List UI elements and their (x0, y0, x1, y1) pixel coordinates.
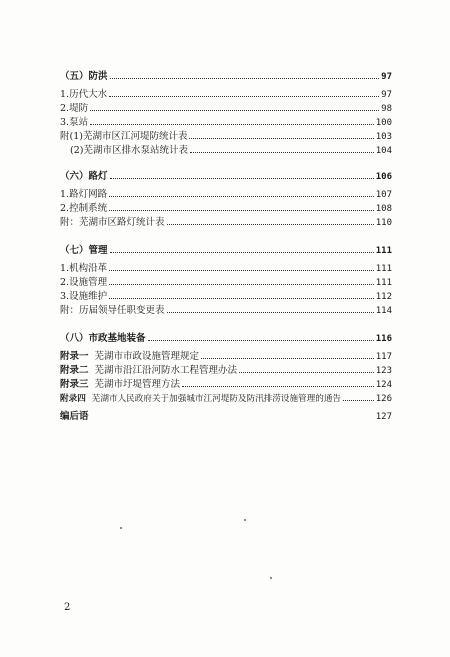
toc-page-number: 110 (375, 218, 392, 228)
toc-entry[interactable] (60, 144, 392, 158)
toc-page-number: 104 (375, 146, 392, 156)
toc-entry-label: 芜湖市圩堤管理方法 (94, 379, 181, 390)
toc-entry[interactable] (60, 290, 392, 304)
toc-entry-label: 附(1)芜湖市区江河堤防统计表 (60, 131, 188, 142)
scan-speck (120, 527, 122, 529)
toc-postscript[interactable] (60, 410, 392, 424)
toc-page-number: 124 (375, 380, 392, 390)
leader-dots (343, 400, 374, 401)
toc-entry-label: 附：历届领导任职变更表 (60, 305, 165, 316)
table-of-contents (60, 70, 392, 424)
postscript-label: 编后语 (60, 411, 89, 422)
toc-page-number: 111 (375, 278, 392, 288)
toc-page-number: 111 (375, 264, 392, 274)
toc-page-number: 127 (375, 412, 392, 422)
toc-entry-label: 附：芜湖市区路灯统计表 (60, 217, 165, 228)
toc-entry[interactable] (60, 304, 392, 318)
toc-entry-label: 3.泵站 (60, 117, 89, 128)
page-number: 2 (64, 602, 71, 613)
toc-entry-label: 2.控制系统 (60, 203, 108, 214)
toc-page-number: 112 (375, 292, 392, 302)
toc-entry-label: 2.设施管理 (60, 277, 108, 288)
leader-dots (109, 298, 374, 299)
toc-entry[interactable] (60, 88, 392, 102)
leader-dots (90, 124, 374, 125)
leader-dots (109, 210, 374, 211)
toc-heading-label: （七）管理 (60, 245, 108, 256)
leader-dots (148, 340, 374, 341)
toc-page-number: 97 (381, 72, 392, 82)
toc-appendix-entry[interactable] (60, 392, 392, 406)
leader-dots (90, 110, 379, 111)
leader-dots (190, 152, 374, 153)
leader-dots (239, 372, 374, 373)
scan-speck (270, 577, 272, 579)
toc-page-number: 98 (381, 104, 392, 114)
leader-dots (182, 386, 374, 387)
leader-dots (109, 284, 374, 285)
appendix-prefix: 附录四 (60, 394, 86, 404)
leader-dots (109, 196, 374, 197)
toc-entry[interactable] (60, 116, 392, 130)
toc-page-number: 97 (381, 90, 392, 100)
toc-heading-street-lights[interactable] (60, 170, 392, 184)
toc-heading-municipal-base-equipment[interactable] (60, 332, 392, 346)
scan-speck (244, 519, 246, 521)
toc-entry[interactable] (60, 188, 392, 202)
appendix-prefix: 附录三 (60, 379, 89, 390)
leader-dots (109, 96, 379, 97)
leader-dots (110, 252, 374, 253)
toc-entry-label: 1.机构沿革 (60, 263, 108, 274)
toc-page-number: 126 (375, 394, 392, 404)
toc-page-number: 123 (375, 366, 392, 376)
appendix-prefix: 附录一 (60, 351, 89, 362)
toc-page-number: 106 (375, 172, 392, 182)
toc-heading-label: （六）路灯 (60, 171, 108, 182)
toc-heading-label: （五）防洪 (60, 71, 108, 82)
leader-dots (167, 312, 374, 313)
toc-page-number: 111 (375, 246, 392, 256)
leader-dots (109, 270, 374, 271)
toc-page-number: 117 (375, 352, 392, 362)
toc-entry-label: 2.堤防 (60, 103, 89, 114)
toc-page-number: 116 (375, 334, 392, 344)
toc-heading-label: （八）市政基地装备 (60, 333, 146, 344)
leader-dots (167, 224, 374, 225)
toc-entry[interactable] (60, 202, 392, 216)
toc-entry-label: 1.历代大水 (60, 89, 108, 100)
leader-dots (110, 78, 380, 79)
toc-entry[interactable] (60, 276, 392, 290)
leader-dots (189, 138, 373, 139)
toc-entry[interactable] (60, 102, 392, 116)
leader-dots (201, 358, 374, 359)
toc-page-number: 107 (375, 190, 392, 200)
toc-entry[interactable] (60, 262, 392, 276)
appendix-prefix: 附录二 (60, 365, 89, 376)
toc-page-number: 103 (375, 132, 392, 142)
toc-entry-label: 芜湖市沿江沿河防水工程管理办法 (94, 365, 238, 376)
toc-heading-flood-control[interactable] (60, 70, 392, 84)
toc-page-number: 114 (375, 306, 392, 316)
toc-entry-label: (2)芜湖市区排水泵站统计表 (70, 145, 188, 156)
toc-appendix-entry[interactable] (60, 378, 392, 392)
toc-appendix-entry[interactable] (60, 364, 392, 378)
toc-page-number: 100 (375, 118, 392, 128)
leader-dots (110, 178, 374, 179)
toc-entry[interactable] (60, 130, 392, 144)
toc-appendix-entry[interactable] (60, 350, 392, 364)
toc-page-number: 108 (375, 204, 392, 214)
toc-entry-label: 芜湖市市政设施管理规定 (94, 351, 200, 362)
toc-heading-management[interactable] (60, 244, 392, 258)
toc-entry-label: 3.设施维护 (60, 291, 108, 302)
toc-entry-label: 1.路灯网路 (60, 189, 108, 200)
toc-entry[interactable] (60, 216, 392, 230)
toc-entry-label: 芜湖市人民政府关于加强城市江河堤防及防汛排涝设施管理的通告 (91, 394, 342, 404)
